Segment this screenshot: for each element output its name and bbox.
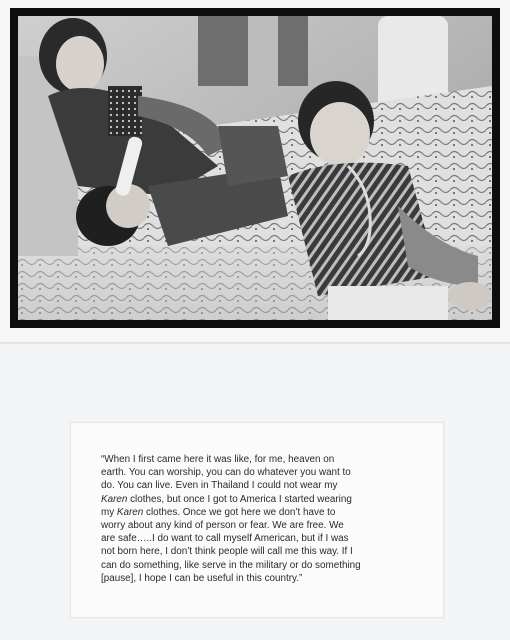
photo-frame: [10, 8, 500, 328]
quote-segment: do. You can live. Even in Thailand I could not wear my: [101, 480, 338, 492]
quote-segment: my: [101, 506, 117, 518]
quote-card: [70, 422, 444, 618]
quote-segment: worry about any kind of person or fear. We are free. We: [101, 520, 344, 532]
quote-segment: [pause], I hope I can be useful in this country.”: [101, 572, 303, 584]
quote-segment: earth. You can worship, you can do whatever you want to: [101, 467, 351, 479]
quote-italic-term: Karen: [116, 506, 144, 518]
quote-line: [101, 572, 421, 585]
quote-line: [101, 559, 421, 572]
quote-segment: are safe…..I do want to call myself American, but if I was: [101, 533, 349, 545]
woman-face: [56, 36, 104, 92]
quote-segment: can do something, like serve in the military or do something: [101, 559, 361, 571]
quote-segment: “When I first came here it was like, for me, heaven on: [101, 454, 335, 465]
quote-segment: clothes. Once we got here we don’t have to: [143, 506, 336, 518]
woman-embroidery: [108, 86, 142, 136]
quote-line: [101, 519, 421, 532]
photo-illustration: [18, 16, 492, 320]
lamp-stand: [248, 16, 278, 86]
black-and-white-photograph: [18, 16, 492, 320]
quote-line: [101, 532, 421, 545]
quote-text: [101, 453, 421, 585]
child-legs: [218, 126, 288, 186]
quote-line: [101, 506, 421, 519]
quote-line: [101, 466, 421, 479]
quote-line: [101, 493, 421, 506]
quote-line: [101, 479, 421, 492]
quote-segment: not born here, I don’t think people will call me this way. If I: [101, 546, 353, 558]
quote-line: [101, 453, 421, 466]
toddler-foot: [448, 282, 492, 310]
toddler-face: [310, 102, 370, 166]
quote-segment: clothes, but once I got to America I started wearing: [127, 493, 352, 505]
quote-italic-term: Karen: [101, 493, 128, 505]
mat-divider: [0, 342, 510, 344]
quote-line: [101, 545, 421, 558]
toddler-legs: [328, 286, 448, 320]
